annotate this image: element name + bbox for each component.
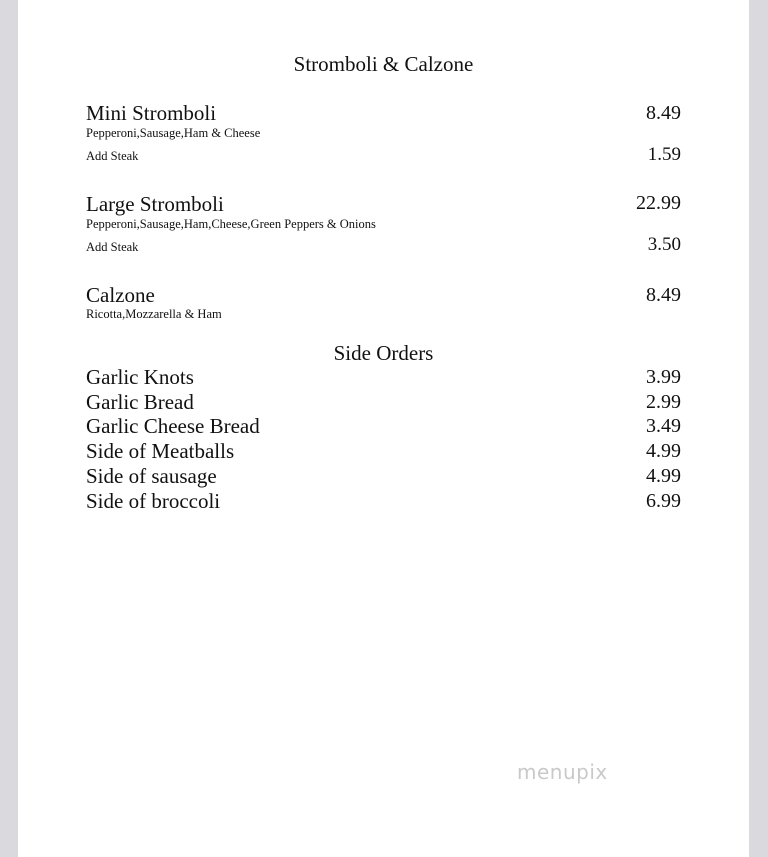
side-item-price: 3.99 <box>646 366 681 388</box>
side-item-name: Garlic Bread <box>86 390 194 414</box>
side-item-price: 4.99 <box>646 440 681 462</box>
side-item-price: 2.99 <box>646 391 681 413</box>
section-title-side-orders: Side Orders <box>333 341 434 365</box>
item-desc-large-stromboli: Pepperoni,Sausage,Ham,Cheese,Green Peppers & Onions <box>86 217 376 231</box>
item-name-calzone: Calzone <box>86 283 155 307</box>
item-desc-calzone: Ricotta,Mozzarella & Ham <box>86 307 222 321</box>
side-item-name: Garlic Cheese Bread <box>86 414 260 438</box>
item-desc-mini-stromboli: Pepperoni,Sausage,Ham & Cheese <box>86 126 261 140</box>
item-price-calzone: 8.49 <box>646 284 681 306</box>
item-name-mini-stromboli: Mini Stromboli <box>86 101 217 125</box>
side-item-price: 6.99 <box>646 490 681 512</box>
addon-price-mini-stromboli: 1.59 <box>647 144 681 165</box>
menupix-watermark: menupix <box>517 760 608 784</box>
menu-page <box>18 0 749 857</box>
side-item-name: Side of broccoli <box>86 489 221 513</box>
item-price-large-stromboli: 22.99 <box>636 192 681 214</box>
side-item-name: Side of sausage <box>86 464 217 488</box>
side-item-price: 3.49 <box>646 415 681 437</box>
section-title-stromboli-calzone: Stromboli & Calzone <box>293 52 474 76</box>
side-item-name: Garlic Knots <box>86 365 194 389</box>
side-item-price: 4.99 <box>646 465 681 487</box>
item-name-large-stromboli: Large Stromboli <box>86 192 224 216</box>
addon-label-large-stromboli: Add Steak <box>86 240 139 254</box>
item-price-mini-stromboli: 8.49 <box>646 102 681 124</box>
addon-label-mini-stromboli: Add Steak <box>86 149 139 163</box>
side-item-name: Side of Meatballs <box>86 439 235 463</box>
addon-price-large-stromboli: 3.50 <box>647 234 681 255</box>
